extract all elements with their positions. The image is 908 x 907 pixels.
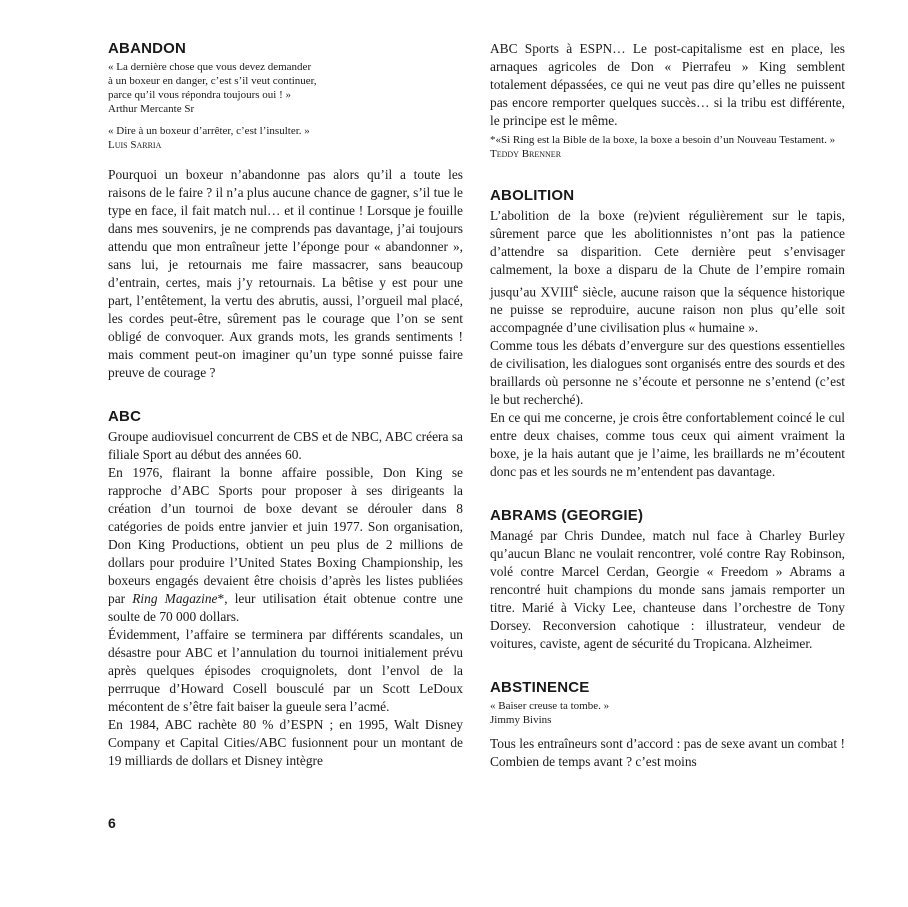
footnote-author: Teddy Brenner bbox=[490, 148, 562, 160]
entry-abc bbox=[108, 408, 463, 770]
entry-paragraph bbox=[490, 207, 845, 337]
epigraph-line: « La dernière chose que vous devez demander bbox=[108, 61, 312, 73]
entry-heading-abolition: ABOLITION bbox=[490, 187, 575, 204]
magazine-title: Ring Magazine bbox=[132, 591, 218, 606]
epigraph-line: parce qu’il vous répondra toujours oui ! » bbox=[108, 89, 291, 101]
paragraph-text: , leur utilisation était obtenue contre une soulte de 70 000 dollars. bbox=[108, 591, 464, 624]
entry-paragraph: Évidemment, l’affaire se terminera par différents scandales, un désastre pour ABC et l’annulation du tournoi initialement prévu après quelques épisodes croquignolets, dont l’envol de la perrruque d’Howard Cosell bousculé par un Scott LeDoux mécontent de s’être fait baiser la gueule sera l’acmé. bbox=[108, 627, 463, 714]
footnote-marker: * bbox=[217, 591, 225, 606]
entry-paragraph: Groupe audiovisuel concurrent de CBS et de NBC, ABC créera sa filiale Sport au début des années 60. bbox=[108, 429, 463, 462]
epigraph-line: « Dire à un boxeur d’arrêter, c’est l’insulter. » bbox=[108, 125, 310, 137]
epigraph-author: Jimmy Bivins bbox=[490, 714, 552, 727]
entry-heading-abc: ABC bbox=[108, 408, 142, 425]
entry-paragraph: En ce qui me concerne, je crois être confortablement coincé le cul entre deux chaises, comme tous ceux qui aiment vraiment la boxe, je la hais autant que je l’aime, les braillards ne m’écoutent donc pas et les sourds ne m’entendent pas davantage. bbox=[490, 410, 845, 480]
footnote bbox=[490, 133, 845, 161]
footnote-text: *«Si Ring est la Bible de la boxe, la boxe a besoin d’un Nouveau Testament. » bbox=[490, 134, 836, 146]
entry-paragraph: En 1984, ABC rachète 80 % d’ESPN ; en 1995, Walt Disney Company et Capital Cities/ABC fusionnent pour un montant de 19 milliards de dollars et Disney intègre bbox=[108, 717, 463, 768]
superscript: e bbox=[573, 282, 579, 294]
entry-abandon bbox=[108, 40, 463, 382]
entry-abolition bbox=[490, 187, 845, 481]
epigraph-line: « Baiser creuse ta tombe. » bbox=[490, 700, 610, 713]
entry-body: Tous les entraîneurs sont d’accord : pas de sexe avant un combat ! Combien de temps avant ? c’est moins bbox=[490, 736, 845, 770]
entry-abrams bbox=[490, 507, 845, 653]
epigraph-author: Arthur Mercante Sr bbox=[108, 103, 195, 115]
entry-paragraph-continued: ABC Sports à ESPN… Le post-capitalisme est en place, les arnaques agricoles de Don « Pierrafeu » King semblent totalement dépassées, ce qui ne veut pas dire qu’elles ne puissent pas encore remporter quelques succès… si la tribu est différente, le principe est le même. bbox=[490, 41, 845, 128]
epigraph-line: à un boxeur en danger, c’est s’il veut continuer, bbox=[108, 75, 317, 87]
entry-body: Pourquoi un boxeur n’abandonne pas alors qu’il a toute les raisons de le faire ? il n’a plus aucune chance de gagner, s’il tue le type en face, il fait match nul… et il continue ! Lorsque je fouille dans mes souvenirs, je ne comprends pas davantage, j’ai toujours attendu que mon entraîneur jette l’éponge pour « abandonner », sans lui, je retournais me faire massacrer, sans beaucoup d’entrain, certes, mais j’y retournais. La bêtise y est pour une part, l’entêtement, la vertu des abrutis, aussi, l’orgueil mal placé, les cordes peut-être, sûrement pas le courage que l’on se sent obligé de convoquer. Aux grands mots, les grands sentiments ! mais comment peut-on imaginer qu’un type sonné puisse faire preuve de courage ? bbox=[108, 167, 463, 380]
entry-heading-abrams: ABRAMS (GEORGIE) bbox=[490, 507, 644, 525]
page-number: 6 bbox=[108, 815, 116, 831]
entry-paragraph: Comme tous les débats d’envergure sur des questions essentielles de civilisation, les dialogues sont organisés entre des sourds et des braillards où personne ne s’écoute et personne ne s’entend (c’est le but recherché). bbox=[490, 338, 845, 408]
paragraph-text: En 1976, flairant la bonne affaire possible, Don King se rapproche d’ABC Sports pour proposer à ses dirigeants la création d’un tournoi de boxe devant se dérouler dans 8 catégories de poids entre janvier et juin 1977. Son organisation, Don King Productions, obtient un peu plus de 2 millions de dollars pour produire l’United States Boxing Championship, les boxeurs engagés devaient être choisis d’après les listes publiées par bbox=[108, 465, 463, 606]
entry-heading-abstinence: ABSTINENCE bbox=[490, 679, 590, 697]
paragraph-text: L’abolition de la boxe (re)vient régulièrement sur le tapis, sûrement parce que les abolitionnistes n’ont pas la patience d’attendre sa disparition. Cete dernière peut s’envisager calmement, la boxe a disparu de la Chute de l’empire romain jusqu’au XVIII bbox=[490, 208, 845, 300]
entry-abstinence bbox=[490, 679, 845, 771]
entry-heading-abandon: ABANDON bbox=[108, 40, 187, 57]
entry-body: Managé par Chris Dundee, match nul face à Charley Burley qu’aucun Blanc ne voulait rencontrer, volé contre Ray Robinson, volé contre Marcel Cerdan, Georgie « Freedom » Abrams a rencontré huit champions du monde sans jamais remporter un titre. Marié à Vicky Lee, chanteuse dans l’orchestre de Tony Dorsey. Reconversion cahotique : illustrateur, vendeur de voitures, caviste, agent de sécurité du Tropicana. Alzheimer. bbox=[490, 528, 845, 652]
right-column bbox=[490, 40, 845, 771]
paragraph-text: siècle, aucune raison que la séquence historique ne puisse se reproduire, aucune raison non plus qu’elle soit accompagnée d’une civilisation plus « humaine ». bbox=[490, 284, 846, 336]
epigraph-author: Luis Sarria bbox=[108, 139, 162, 151]
left-column bbox=[108, 40, 463, 770]
entry-paragraph bbox=[108, 464, 463, 626]
